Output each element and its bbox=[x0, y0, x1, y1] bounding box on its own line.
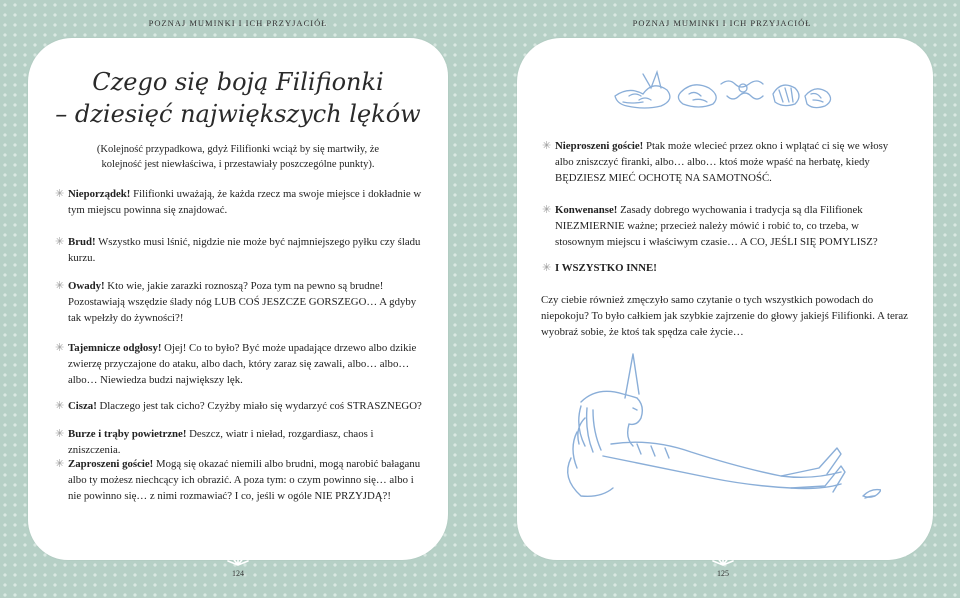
item-heading: I WSZYSTKO INNE! bbox=[555, 262, 657, 274]
item-heading: Nieproszeni goście! bbox=[555, 140, 644, 152]
folio-ornament-left bbox=[223, 551, 253, 567]
list-item bbox=[542, 260, 909, 276]
right-page bbox=[517, 38, 933, 560]
list-item bbox=[542, 138, 909, 186]
item-heading: Nieporządek! bbox=[68, 188, 131, 200]
asterisk-icon: ✳ bbox=[55, 458, 65, 470]
ordering-note: (Kolejność przypadkowa, gdyż Filifionki wciąż by się martwiły, że kolejność jest niewłaściwa, i przestawiały poszczególne punkty). bbox=[96, 144, 380, 170]
folio-ornament-right bbox=[708, 551, 738, 567]
item-heading: Zaproszeni goście! bbox=[68, 458, 154, 470]
page-number-right: 125 bbox=[717, 569, 729, 578]
item-text: Filifionki uważają, że każda rzecz ma swoje miejsce i dokładnie w tym miejscu powinna się znajdować. bbox=[68, 188, 422, 216]
list-item bbox=[55, 398, 424, 414]
item-text: Deszcz, wiatr i nieład, rozgardiasz, chaos i zniszczenia. bbox=[68, 428, 374, 456]
running-head-right: POZNAJ MUMINKI I ICH PRZYJACIÓŁ bbox=[632, 18, 812, 28]
title-line-2: – dziesięć największych lęków bbox=[55, 100, 421, 128]
asterisk-icon: ✳ bbox=[55, 400, 65, 412]
left-page bbox=[28, 38, 448, 560]
item-heading: Tajemnicze odgłosy! bbox=[68, 342, 162, 354]
item-text: Mogą się okazać niemili albo brudni, mogą narobić bałaganu albo ty możesz niechcący ich obrazić. A poza tym: o czym powinno się… albo i nie powinno się… z nimi rozmawiać? I co, jeśli w ogóle NIE PRZYJDĄ?! bbox=[68, 458, 421, 502]
list-item bbox=[55, 234, 424, 266]
asterisk-icon: ✳ bbox=[55, 280, 65, 292]
item-text: Ptak może wlecieć przez okno i wplątać ci się we włosy albo zniszczyć firanki, albo… albo… ktoś może wpaść na herbatę, kiedy BĘDZIESZ MIEĆ OCHOTĘ NA SAMOTNOŚĆ. bbox=[555, 140, 889, 184]
asterisk-icon: ✳ bbox=[55, 188, 65, 200]
item-heading: Brud! bbox=[68, 236, 96, 248]
filifjonka-lying-illustration bbox=[541, 348, 881, 508]
item-heading: Burze i trąby powietrzne! bbox=[68, 428, 187, 440]
title-line-1: Czego się boją Filifionki bbox=[92, 68, 384, 96]
item-text: Kto wie, jakie zarazki roznoszą? Poza tym na pewno są brudne! Pozostawiają wszędzie ślady nóg LUB COŚ JESZCZE GORSZEGO… A gdyby tak wpełzły do żywności?! bbox=[68, 280, 417, 324]
asterisk-icon: ✳ bbox=[542, 140, 552, 152]
closing-paragraph: Czy ciebie również zmęczyło samo czytanie o tych wszystkich powodach do niepokoju? To było całkiem jak szybkie zajrzenie do głowy jakiejś Filifionki. A teraz wyobraź sobie, że ktoś tak spędza całe życie… bbox=[541, 294, 908, 338]
item-heading: Konwenanse! bbox=[555, 204, 618, 216]
asterisk-icon: ✳ bbox=[55, 428, 65, 440]
asterisk-icon: ✳ bbox=[542, 262, 552, 274]
asterisk-icon: ✳ bbox=[55, 236, 65, 248]
item-text: Dlaczego jest tak cicho? Czyżby miało się wydarzyć coś STRASZNEGO? bbox=[96, 400, 422, 412]
item-heading: Cisza! bbox=[68, 400, 97, 412]
item-text: Zasady dobrego wychowania i tradycja są dla Filifionek NIEZMIERNIE ważne; przecież należy mówić i robić to, co trzeba, w stosownym miejscu i właściwym czasie… A CO, JEŚLI SIĘ POMYLISZ? bbox=[555, 204, 878, 248]
list-item bbox=[55, 426, 424, 458]
list-item bbox=[55, 340, 424, 388]
list-item bbox=[55, 186, 424, 218]
list-item bbox=[55, 456, 424, 504]
list-item bbox=[542, 202, 909, 250]
sea-creatures-illustration bbox=[609, 66, 839, 116]
item-text: Wszystko musi lśnić, nigdzie nie może być najmniejszego pyłku czy śladu kurzu. bbox=[68, 236, 421, 264]
item-heading: Owady! bbox=[68, 280, 105, 292]
running-head-left: POZNAJ MUMINKI I ICH PRZYJACIÓŁ bbox=[148, 18, 328, 28]
page-number-left: 124 bbox=[232, 569, 244, 578]
item-text: Ojej! Co to było? Być może upadające drzewo albo dzikie zwierzę przyczajone do ataku, albo dach, który zaraz się zawali, albo… albo… albo… Niewiedza budzi największy lęk. bbox=[68, 342, 417, 386]
asterisk-icon: ✳ bbox=[55, 342, 65, 354]
asterisk-icon: ✳ bbox=[542, 204, 552, 216]
list-item bbox=[55, 278, 424, 326]
